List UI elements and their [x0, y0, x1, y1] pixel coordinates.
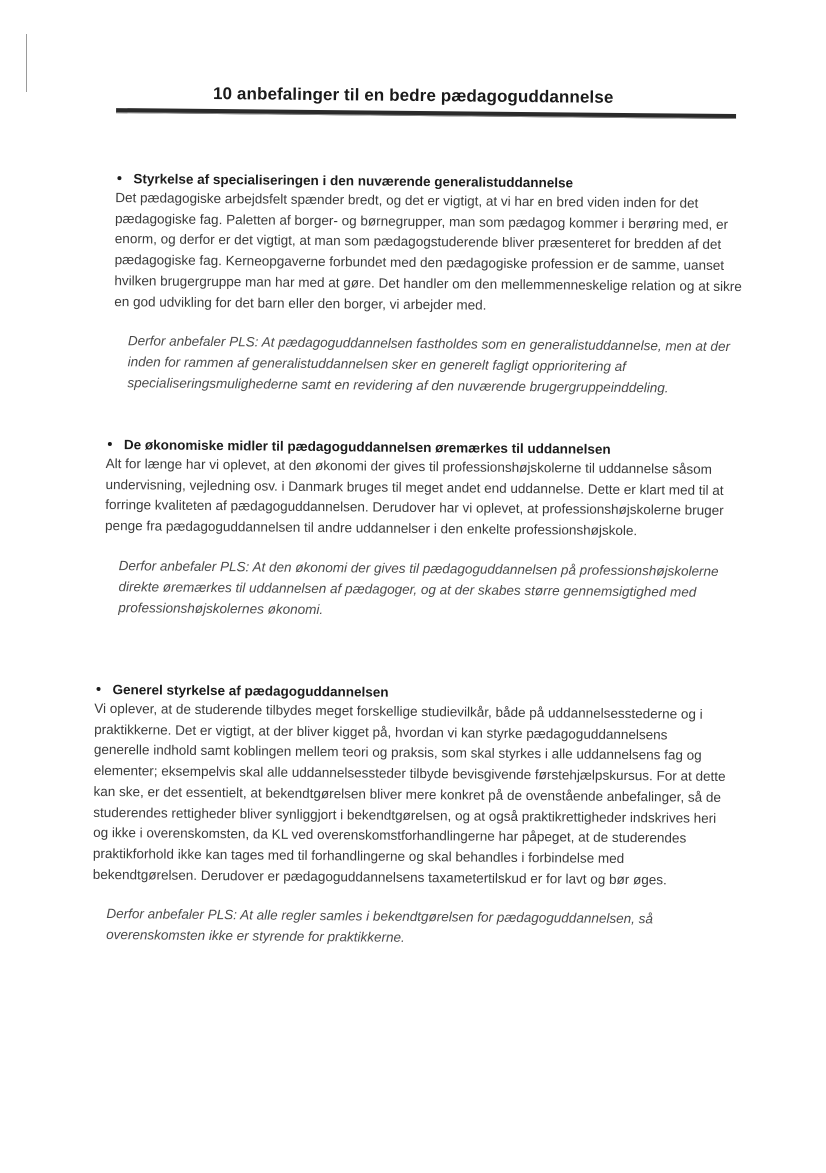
section-specialisation: [113, 171, 745, 399]
section-body: Alt for længe har vi oplevet, at den økonomi der gives til professionshøjskolerne til uddannelse såsom undervisning, vejledning osv. i Danmark bruges til meget andet end uddannelse. Dette er klart med til at forringe kvaliteten af pædagoguddannelsen. Derudover har vi oplevet, at professionshøjskolerne bruger penge fra pædagoguddannelsen til andre uddannelser i den enkelte professionshøjskole.: [105, 455, 724, 539]
section-body: Det pædagogiske arbejdsfelt spænder bredt, og det er vigtigt, at vi har en bred viden inden for det pædagogiske fag. Paletten af borger- og børnegrupper, man som pædagog kommer i berøring med, er enorm, og derfor er det vigtigt, at man som pædagogstuderende bliver præsenteret for bredden af det pædagogiske fag. Kerneopgaverne forbundet med den pædagogiske profession er de samme, uanset hvilken brugergruppe man har med at gøre. Det handler om den mellemmenneskelige relation og at sikre en god udvikling for det barn eller den borger, vi arbejder med.: [114, 190, 742, 313]
bullet-icon: [97, 687, 101, 691]
section-economy: [104, 437, 736, 624]
section-recommendation: Derfor anbefaler PLS: At pædagoguddannelsen fastholdes som en generalistuddannelse, men at der inden for rammen af generalistuddannelsen sker en generelt fagligt opprioritering af specialiseringsmulighederne samt en revidering af den nuværende brugergruppeinddeling.: [127, 333, 731, 396]
section-heading-text: Generel styrkelse af pædagoguddannelsen: [112, 682, 389, 700]
title-underline: [116, 108, 736, 119]
section-recommendation: Derfor anbefaler PLS: At alle regler samles i bekendtgørelsen for pædagoguddannelsen, så overenskomsten ikke er styrende for praktikkerne.: [106, 906, 653, 946]
document-title: 10 anbefalinger til en bedre pædagoguddannelse: [212, 84, 614, 107]
section-general-strengthening: [92, 682, 726, 951]
section-body: Vi oplever, at de studerende tilbydes meget forskellige studievilkår, både på uddannelsesstederne og i praktikkerne. Det er vigtigt, at der bliver kigget på, hvordan vi kan styrke pædagoguddannelsens generelle indhold samt koblingen mellem teori og praksis, som skal styrkes i alle uddannelsens fag og elementer; eksempelvis skal alle uddannelsessteder tilbyde bevisgivende førstehjælpskursus. For at dette kan ske, er det essentielt, at bekendtgørelsen bliver mere konkret på de ovenstående anbefalinger, så de studerendes rettigheder bliver synliggjort i bekendtgørelsen, og at også praktikrettigheder indskrives heri og ikke i overenskomsten, da KL ved overenskomstforhandlingerne har påpeget, at de studerendes praktikforhold ikke kan tages med til forhandlingerne og skal behandles i forbindelse med bekendtgørelsen. Derudover er pædagoguddannelsens taxametertilskud er for lavt og bør øges.: [92, 700, 726, 888]
bullet-icon: [117, 176, 121, 180]
section-heading-text: De økonomiske midler til pædagoguddannelsen øremærkes til uddannelsen: [123, 437, 611, 457]
section-heading-text: Styrkelse af specialiseringen i den nuværende generalistuddannelse: [133, 171, 574, 191]
section-recommendation: Derfor anbefaler PLS: At den økonomi der gives til pædagoguddannelsen på professionshøjskolerne direkte øremærkes til uddannelsen af pædagoger, og at der skabes større gennemsigtighed med professionshøjskolernes økonomi.: [118, 557, 719, 617]
bullet-icon: [108, 442, 112, 446]
